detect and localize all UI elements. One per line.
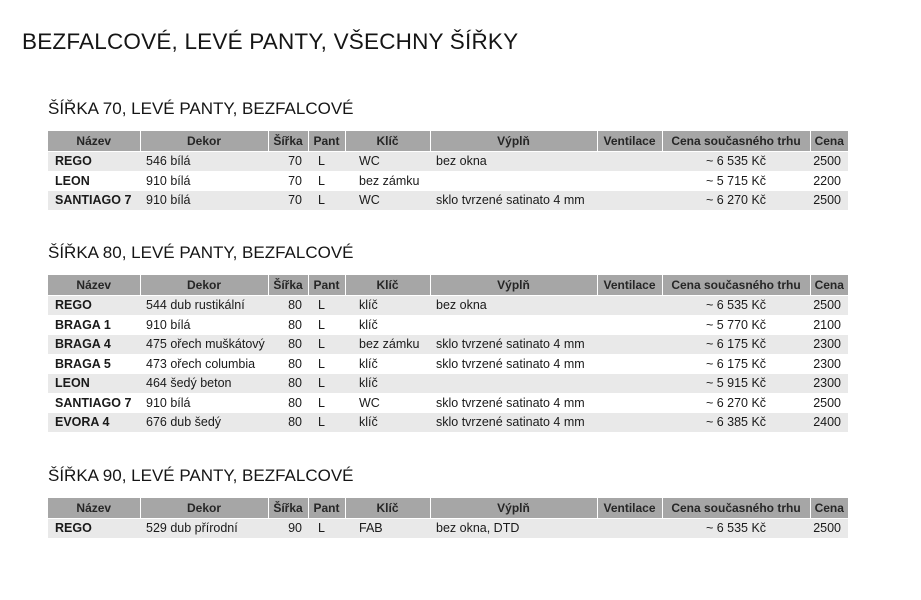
- cell-2: 80: [268, 335, 308, 355]
- column-header-3: Pant: [308, 275, 345, 296]
- cell-1: 676 dub šedý: [140, 413, 268, 433]
- cell-1: 546 bílá: [140, 152, 268, 172]
- column-header-5: Výplň: [430, 498, 597, 519]
- cell-5: sklo tvrzené satinato 4 mm: [430, 354, 597, 374]
- cell-2: 80: [268, 374, 308, 394]
- column-header-0: Název: [48, 498, 140, 519]
- cell-8: 2100: [810, 315, 848, 335]
- column-header-3: Pant: [308, 498, 345, 519]
- column-header-4: Klíč: [345, 498, 430, 519]
- cell-1: 910 bílá: [140, 315, 268, 335]
- column-header-4: Klíč: [345, 131, 430, 152]
- header-row: [48, 275, 848, 296]
- table-row: [48, 374, 848, 394]
- cell-8: 2300: [810, 335, 848, 355]
- cell-8: 2200: [810, 171, 848, 191]
- cell-5: bez okna: [430, 296, 597, 316]
- header-row: [48, 498, 848, 519]
- cell-1: 910 bílá: [140, 171, 268, 191]
- cell-2: 80: [268, 354, 308, 374]
- table-row: [48, 296, 848, 316]
- column-header-2: Šířka: [268, 498, 308, 519]
- table-row: [48, 519, 848, 539]
- column-header-6: Ventilace: [597, 131, 662, 152]
- cell-4: klíč: [345, 354, 430, 374]
- cell-3: L: [308, 335, 345, 355]
- table-row: [48, 393, 848, 413]
- cell-1: 544 dub rustikální: [140, 296, 268, 316]
- cell-6: [597, 315, 662, 335]
- cell-6: [597, 335, 662, 355]
- cell-6: [597, 393, 662, 413]
- column-header-5: Výplň: [430, 131, 597, 152]
- product-table: [48, 275, 848, 433]
- cell-8: 2500: [810, 152, 848, 172]
- section-heading: ŠÍŘKA 90, LEVÉ PANTY, BEZFALCOVÉ: [48, 466, 354, 485]
- table-row: [48, 191, 848, 211]
- cell-6: [597, 354, 662, 374]
- column-header-6: Ventilace: [597, 275, 662, 296]
- cell-2: 80: [268, 296, 308, 316]
- cell-3: L: [308, 413, 345, 433]
- cell-7: ~ 6 175 Kč: [662, 354, 810, 374]
- cell-7: ~ 6 270 Kč: [662, 191, 810, 211]
- column-header-1: Dekor: [140, 275, 268, 296]
- cell-0: SANTIAGO 7: [48, 191, 140, 211]
- cell-4: klíč: [345, 413, 430, 433]
- table-row: [48, 315, 848, 335]
- cell-7: ~ 6 270 Kč: [662, 393, 810, 413]
- cell-8: 2400: [810, 413, 848, 433]
- column-header-5: Výplň: [430, 275, 597, 296]
- column-header-0: Název: [48, 275, 140, 296]
- cell-0: SANTIAGO 7: [48, 393, 140, 413]
- section-2: [48, 465, 848, 539]
- cell-0: REGO: [48, 152, 140, 172]
- cell-3: L: [308, 191, 345, 211]
- section-heading: ŠÍŘKA 70, LEVÉ PANTY, BEZFALCOVÉ: [48, 99, 354, 118]
- section-heading: ŠÍŘKA 80, LEVÉ PANTY, BEZFALCOVÉ: [48, 243, 354, 262]
- cell-3: L: [308, 171, 345, 191]
- cell-4: bez zámku: [345, 171, 430, 191]
- cell-6: [597, 519, 662, 539]
- cell-4: WC: [345, 393, 430, 413]
- cell-4: WC: [345, 152, 430, 172]
- section-0: [48, 98, 848, 211]
- cell-4: FAB: [345, 519, 430, 539]
- cell-5: bez okna: [430, 152, 597, 172]
- cell-3: L: [308, 315, 345, 335]
- column-header-7: Cena současného trhu: [662, 131, 810, 152]
- cell-0: BRAGA 1: [48, 315, 140, 335]
- cell-3: L: [308, 296, 345, 316]
- cell-3: L: [308, 374, 345, 394]
- cell-8: 2500: [810, 191, 848, 211]
- cell-1: 910 bílá: [140, 191, 268, 211]
- column-header-1: Dekor: [140, 498, 268, 519]
- product-table: [48, 498, 848, 539]
- cell-4: klíč: [345, 315, 430, 335]
- cell-3: L: [308, 152, 345, 172]
- column-header-7: Cena současného trhu: [662, 275, 810, 296]
- column-header-2: Šířka: [268, 275, 308, 296]
- cell-6: [597, 191, 662, 211]
- cell-8: 2500: [810, 296, 848, 316]
- cell-3: L: [308, 393, 345, 413]
- cell-2: 80: [268, 315, 308, 335]
- cell-6: [597, 152, 662, 172]
- table-row: [48, 335, 848, 355]
- product-table: [48, 131, 848, 211]
- header-row: [48, 131, 848, 152]
- cell-2: 70: [268, 191, 308, 211]
- table-row: [48, 171, 848, 191]
- column-header-6: Ventilace: [597, 498, 662, 519]
- cell-4: klíč: [345, 374, 430, 394]
- cell-0: BRAGA 4: [48, 335, 140, 355]
- cell-4: WC: [345, 191, 430, 211]
- column-header-1: Dekor: [140, 131, 268, 152]
- cell-5: sklo tvrzené satinato 4 mm: [430, 335, 597, 355]
- cell-6: [597, 171, 662, 191]
- cell-2: 70: [268, 171, 308, 191]
- cell-5: sklo tvrzené satinato 4 mm: [430, 413, 597, 433]
- cell-2: 80: [268, 393, 308, 413]
- cell-7: ~ 5 715 Kč: [662, 171, 810, 191]
- column-header-8: Cena: [810, 498, 848, 519]
- cell-0: EVORA 4: [48, 413, 140, 433]
- cell-8: 2500: [810, 519, 848, 539]
- cell-8: 2500: [810, 393, 848, 413]
- cell-6: [597, 413, 662, 433]
- cell-7: ~ 5 915 Kč: [662, 374, 810, 394]
- column-header-3: Pant: [308, 131, 345, 152]
- section-1: [48, 242, 848, 433]
- cell-5: [430, 171, 597, 191]
- cell-5: [430, 374, 597, 394]
- cell-6: [597, 374, 662, 394]
- table-row: [48, 354, 848, 374]
- cell-2: 90: [268, 519, 308, 539]
- column-header-0: Název: [48, 131, 140, 152]
- cell-4: klíč: [345, 296, 430, 316]
- cell-7: ~ 6 535 Kč: [662, 152, 810, 172]
- cell-7: ~ 5 770 Kč: [662, 315, 810, 335]
- column-header-4: Klíč: [345, 275, 430, 296]
- column-header-8: Cena: [810, 131, 848, 152]
- table-row: [48, 152, 848, 172]
- cell-5: [430, 315, 597, 335]
- cell-1: 464 šedý beton: [140, 374, 268, 394]
- cell-1: 475 ořech muškátový: [140, 335, 268, 355]
- cell-7: ~ 6 535 Kč: [662, 519, 810, 539]
- cell-7: ~ 6 535 Kč: [662, 296, 810, 316]
- cell-1: 473 ořech columbia: [140, 354, 268, 374]
- cell-3: L: [308, 519, 345, 539]
- cell-2: 70: [268, 152, 308, 172]
- cell-0: BRAGA 5: [48, 354, 140, 374]
- page-title: BEZFALCOVÉ, LEVÉ PANTY, VŠECHNY ŠÍŘKY: [22, 29, 519, 54]
- cell-8: 2300: [810, 374, 848, 394]
- cell-3: L: [308, 354, 345, 374]
- cell-5: bez okna, DTD: [430, 519, 597, 539]
- cell-2: 80: [268, 413, 308, 433]
- cell-7: ~ 6 175 Kč: [662, 335, 810, 355]
- cell-6: [597, 296, 662, 316]
- table-row: [48, 413, 848, 433]
- cell-5: sklo tvrzené satinato 4 mm: [430, 393, 597, 413]
- cell-0: REGO: [48, 296, 140, 316]
- column-header-7: Cena současného trhu: [662, 498, 810, 519]
- cell-0: LEON: [48, 171, 140, 191]
- cell-0: LEON: [48, 374, 140, 394]
- cell-8: 2300: [810, 354, 848, 374]
- column-header-2: Šířka: [268, 131, 308, 152]
- cell-5: sklo tvrzené satinato 4 mm: [430, 191, 597, 211]
- cell-4: bez zámku: [345, 335, 430, 355]
- cell-0: REGO: [48, 519, 140, 539]
- cell-7: ~ 6 385 Kč: [662, 413, 810, 433]
- cell-1: 529 dub přírodní: [140, 519, 268, 539]
- column-header-8: Cena: [810, 275, 848, 296]
- cell-1: 910 bílá: [140, 393, 268, 413]
